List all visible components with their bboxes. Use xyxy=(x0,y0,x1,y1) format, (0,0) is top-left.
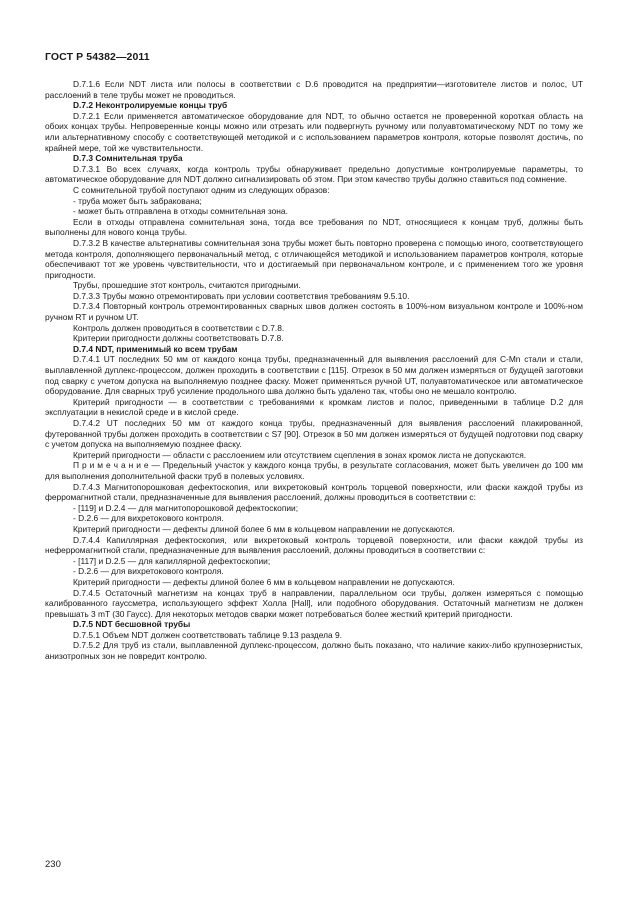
list-item: - [117] и D.2.5 — для капиллярной дефектоскопии; xyxy=(73,555,271,566)
paragraph: Если в отходы отправлена сомнительная зона, тогда все требования по NDT, относящиеся к концам труб, должны быть выполнены для нового конца трубы. xyxy=(45,216,583,238)
paragraph: D.7.3.4 Повторный контроль отремонтированных сварных швов должен состоять в 100%-ном визуальном контроле и 100%-ном ручном RT и ручном UT. xyxy=(45,301,583,323)
paragraph: Критерии пригодности должны соответствовать D.7.8. xyxy=(73,333,284,344)
paragraph: Контроль должен проводиться в соответствии с D.7.8. xyxy=(73,322,285,333)
paragraph: D.7.5.2 Для труб из стали, выплавленной дуплекс-процессом, должно быть показано, что наличие каких-либо крупнозернистых, анизотропных зон не повредит контролю. xyxy=(45,640,583,662)
section-heading: D.7.2 Неконтролируемые концы труб xyxy=(73,100,228,111)
paragraph: D.7.1.6 Если NDT листа или полосы в соответствии с D.6 проводится на предприятии—изготовителе листов и полос, UT расслоений в теле трубы может не проводиться. xyxy=(45,79,583,100)
paragraph: D.7.2.1 Если применяется автоматическое оборудование для NDT, то обычно остается не проверенной короткая область на обоих концах трубы. Непроверенные концы можно или отрезать или подвергнуть ручному или полуавтоматическому NDT по тому же или альтернативному способу с соответствующей методикой и с использованием параметров контроля, которые позволят достичь, по крайней мере, той же чувствительности. xyxy=(45,110,583,153)
list-item: - D.2.6 — для вихретокового контроля. xyxy=(73,513,224,524)
section-heading: D.7.3 Сомнительная труба xyxy=(73,153,183,164)
paragraph: Трубы, прошедшие этот контроль, считаются пригодными. xyxy=(73,280,301,291)
paragraph: D.7.3.2 В качестве альтернативы сомнительная зона трубы может быть повторно проверена с помощью иного, соответствующего метода контроля, дополняющего первоначальный метод, с отличающейся методикой и использованием параметров контроля, которые обеспечивают тот же уровень чувствительности, что и достигаемый при первоначальном контроле, и с применением того же уровня пригодности. xyxy=(45,237,583,280)
list-item: - D.2.6 — для вихретокового контроля. xyxy=(73,566,224,577)
paragraph: Критерий пригодности — дефекты длиной более 6 мм в кольцевом направлении не допускаются. xyxy=(73,523,455,534)
paragraph: D.7.5.1 Объем NDT должен соответствовать таблице 9.13 раздела 9. xyxy=(73,629,342,640)
paragraph: Критерий пригодности — в соответствии с требованиями к кромкам листов и полос, приведенными в таблице D.2 для эксплуатации в некислой среде и в кислой среде. xyxy=(45,396,583,418)
paragraph: П р и м е ч а н и е — Предельный участок у каждого конца трубы, в результате согласования, может быть увеличен до 100 мм для выполнения дополнительной фаски труб в полевых условиях. xyxy=(45,460,583,481)
list-item: - может быть отправлена в отходы сомнительная зона. xyxy=(73,206,288,217)
paragraph: Критерий пригодности — дефекты длиной более 6 мм в кольцевом направлении не допускаются. xyxy=(73,576,455,587)
paragraph: D.7.4.3 Магнитопорошковая дефектоскопия, или вихретоковый контроль торцевой поверхности, или фаски каждой трубы из ферромагнитной стали, предназначенные для выявления расслоений, должны проводиться в соответствии с: xyxy=(45,481,583,503)
paragraph: D.7.4.4 Капиллярная дефектоскопия, или вихретоковый контроль торцевой поверхности, или фаски каждой трубы из неферромагнитной стали, предназначенные для выявления расслоений, должны проводиться в соответствии с: xyxy=(45,534,583,556)
page-number: 230 xyxy=(45,859,61,870)
paragraph: D.7.4.5 Остаточный магнетизм на концах труб в направлении, параллельном оси трубы, должен измеряться с помощью калиброванного гауссметра, использующего эффект Холла [Hall], или подобного оборудования. Остаточный магнетизм не должен превышать 3 mT (30 Гаусс). Для некоторых методов сварки может потребоваться более жесткий критерий пригодности. xyxy=(45,587,583,619)
paragraph: Критерий пригодности — области с расслоением или отсутствием сцепления в зонах кромок листа не допускаются. xyxy=(73,449,527,460)
paragraph: С сомнительной трубой поступают одним из следующих образов: xyxy=(73,184,330,195)
document-body xyxy=(45,79,583,662)
list-item: - труба может быть забракована; xyxy=(73,195,202,206)
paragraph: D.7.4.2 UT последних 50 мм от каждого конца трубы, предназначенный для выявления расслоений плакированной, футерованной трубы должен проходить в соответствии с S7 [90]. Отрезок в 50 мм должен измеряться от будущей подготовки под сварку с учетом допуска на выполняемую позднее фаску. xyxy=(45,418,583,450)
list-item: - [119] и D.2.4 — для магнитопорошковой дефектоскопии; xyxy=(73,502,299,513)
paragraph: D.7.3.1 Во всех случаях, когда контроль трубы обнаруживает предельно допустимые контролируемые параметры, то автоматическое оборудование для NDT должно сигнализировать об этом. При этом качество трубы должно ставиться под сомнение. xyxy=(45,163,583,185)
paragraph: D.7.4.1 UT последних 50 мм от каждого конца трубы, предназначенный для выявления расслоений для C-Mn стали и стали, выплавленной дуплекс-процессом, должен проходить в соответствии с [115]. Отрезок в 50 мм должен измеряться от будущей заготовки под сварку с учетом допуска на выполняемую позднее фаску. Может применяться ручной UT, полуавтоматическое или автоматическое оборудование. Для сварных труб усиление продольного шва должно быть удалено так, чтобы оно не мешало контролю. xyxy=(45,354,583,397)
section-heading: D.7.4 NDT, применимый ко всем трубам xyxy=(73,343,238,354)
section-heading: D.7.5 NDT бесшовной трубы xyxy=(73,619,191,630)
document-header: ГОСТ Р 54382—2011 xyxy=(45,51,150,63)
paragraph: D.7.3.3 Трубы можно отремонтировать при условии соответствия требованиям 9.5.10. xyxy=(73,290,410,301)
